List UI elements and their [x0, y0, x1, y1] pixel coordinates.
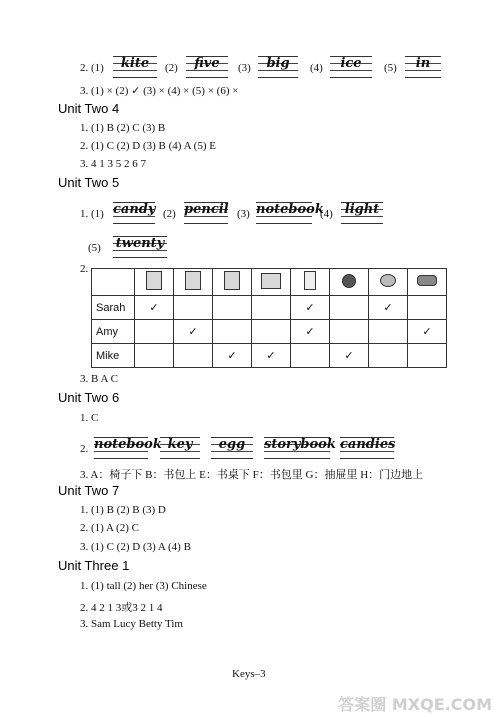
handwriting-line	[340, 437, 394, 459]
q-number: (3)	[237, 208, 250, 220]
handwriting-line	[405, 56, 441, 78]
table-icon-cell	[174, 269, 213, 296]
answer-line: 1. (1) B (2) C (3) B	[80, 122, 166, 134]
page-number: Keys–3	[232, 668, 266, 680]
handwriting-line	[160, 437, 200, 459]
table-row	[92, 320, 447, 344]
handwriting-line	[113, 202, 155, 224]
answer-line: 1. (1) B (2) B (3) D	[80, 504, 166, 516]
book-icon	[224, 271, 240, 290]
check-cell	[174, 344, 213, 368]
table-icon-cell	[213, 269, 252, 296]
table-icon-cell	[291, 269, 330, 296]
q-number: (2)	[163, 208, 176, 220]
answer-table	[91, 268, 447, 368]
table-header-row	[92, 269, 447, 296]
book-icon	[185, 271, 201, 290]
section-title: Unit Two 7	[58, 483, 120, 498]
q3-line: 3. A：椅子下 B：书包上 E：书桌下 F：书包里 G：抽屉里 H：门边地上	[80, 469, 424, 481]
q-number: (5)	[88, 242, 101, 254]
answer-word: candies	[340, 437, 396, 452]
check-cell	[135, 344, 174, 368]
answer-word: ice	[340, 56, 362, 71]
q3-line: 3. (1) × (2) ✓ (3) × (4) × (5) × (6) ×	[80, 85, 239, 97]
handwriting-line	[186, 56, 228, 78]
check-cell: ✓	[174, 320, 213, 344]
answer-word: notebook	[94, 437, 162, 452]
answer-word: notebook	[256, 202, 324, 217]
q2-label: 2.	[80, 263, 89, 275]
notebook-icon	[304, 271, 316, 290]
check-cell: ✓	[408, 320, 447, 344]
check-cell: ✓	[291, 320, 330, 344]
section-title: Unit Two 5	[58, 175, 120, 190]
handwriting-line	[184, 202, 228, 224]
answer-word: light	[344, 202, 380, 217]
check-cell	[408, 344, 447, 368]
check-cell	[174, 296, 213, 320]
student-name: Amy	[92, 320, 135, 344]
handwriting-line	[264, 437, 336, 459]
table-row	[92, 296, 447, 320]
watermark: 答案圈 MXQE.COM	[338, 695, 492, 714]
key-icon	[342, 274, 356, 288]
section-title: Unit Two 6	[58, 390, 120, 405]
check-cell: ✓	[213, 344, 252, 368]
q-number: (3)	[238, 62, 251, 74]
handwriting-line	[211, 437, 253, 459]
answer-word: kite	[120, 56, 150, 71]
check-cell	[330, 296, 369, 320]
q3-line: 3. B A C	[80, 373, 118, 385]
check-cell: ✓	[291, 296, 330, 320]
answer-word: egg	[218, 437, 246, 452]
answer-line: 1. C	[80, 412, 99, 424]
answer-line: 1. (1) tall (2) her (3) Chinese	[80, 580, 207, 592]
handwriting-line	[341, 202, 383, 224]
check-cell	[213, 320, 252, 344]
table-icon-cell	[369, 269, 408, 296]
check-cell	[213, 296, 252, 320]
q-number: (2)	[165, 62, 178, 74]
student-name: Sarah	[92, 296, 135, 320]
table-icon-cell	[408, 269, 447, 296]
handwriting-line	[256, 202, 324, 224]
table-row	[92, 344, 447, 368]
answer-line: 3. Sam Lucy Betty Tim	[80, 618, 183, 630]
answer-line: 2. 4 2 1 3或3 2 1 4	[80, 602, 163, 614]
handwriting-line	[94, 437, 162, 459]
answer-line: 2. (1) A (2) C	[80, 522, 139, 534]
q-number: (4)	[310, 62, 323, 74]
answer-word: five	[194, 56, 220, 71]
check-cell: ✓	[135, 296, 174, 320]
check-cell: ✓	[330, 344, 369, 368]
handwriting-line	[113, 236, 167, 258]
answer-line: 3. (1) C (2) D (3) A (4) B	[80, 541, 191, 553]
answer-word: twenty	[115, 236, 165, 251]
answer-word: candy	[113, 202, 156, 217]
check-cell	[330, 320, 369, 344]
table-icon-cell	[252, 269, 291, 296]
answer-word: storybook	[264, 437, 336, 452]
check-cell	[408, 296, 447, 320]
answer-word: in	[415, 56, 431, 71]
table-icon-cell	[135, 269, 174, 296]
handwriting-line	[113, 56, 157, 78]
section-title: Unit Two 4	[58, 101, 120, 116]
q1-label: 1. (1)	[80, 208, 104, 220]
answer-word: key	[167, 437, 193, 452]
check-cell	[369, 344, 408, 368]
section-title: Unit Three 1	[58, 558, 130, 573]
q2-label: 2. (1)	[80, 62, 104, 74]
answer-word: big	[266, 56, 290, 71]
q2-label: 2.	[80, 443, 89, 455]
check-cell	[369, 320, 408, 344]
check-cell: ✓	[252, 344, 291, 368]
check-cell: ✓	[369, 296, 408, 320]
handwriting-line	[330, 56, 372, 78]
q-number: (4)	[320, 208, 333, 220]
check-cell	[291, 344, 330, 368]
candies-icon	[417, 275, 437, 286]
table-corner	[92, 269, 135, 296]
check-cell	[252, 320, 291, 344]
check-cell	[252, 296, 291, 320]
handwriting-line	[258, 56, 298, 78]
answer-line: 2. (1) C (2) D (3) B (4) A (5) E	[80, 140, 216, 152]
student-name: Mike	[92, 344, 135, 368]
q-number: (5)	[384, 62, 397, 74]
check-cell	[135, 320, 174, 344]
book-icon	[146, 271, 162, 290]
answer-line: 3. 4 1 3 5 2 6 7	[80, 158, 146, 170]
table-icon-cell	[330, 269, 369, 296]
storybook-icon	[261, 273, 281, 289]
egg-icon	[380, 274, 396, 287]
answer-word: pencil	[184, 202, 229, 217]
